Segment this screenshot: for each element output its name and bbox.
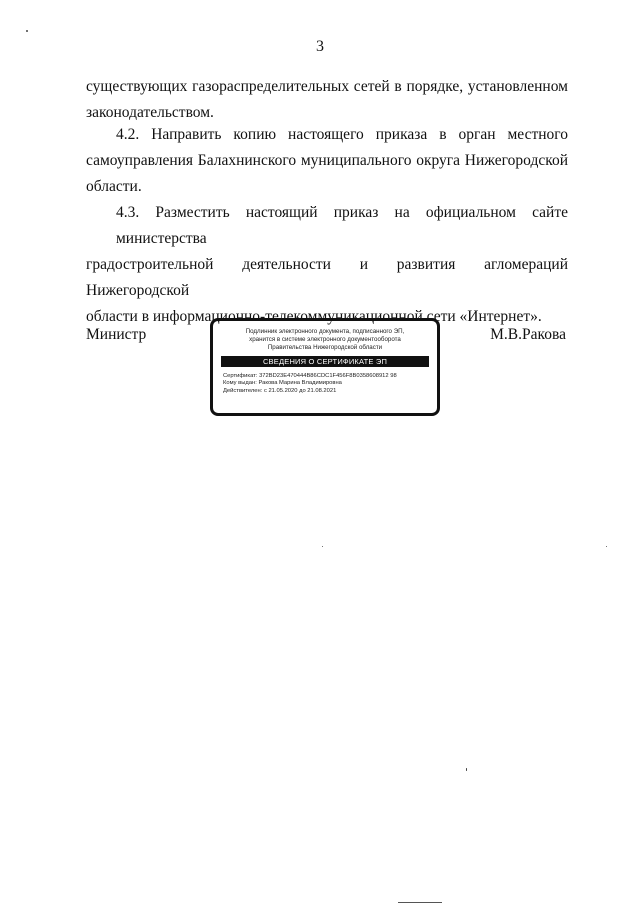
scan-speck [322, 546, 323, 547]
stamp-header-line: хранится в системе электронного документооборота [249, 336, 401, 343]
stamp-header-line: Подлинник электронного документа, подписанного ЭП, [245, 328, 405, 335]
paragraph-line: законодательством. [86, 104, 214, 121]
owner-value: Ракова Марина Владимировна [258, 380, 342, 387]
scan-speck [606, 546, 607, 547]
signer-name: М.В.Ракова [490, 326, 566, 343]
paragraph-line: области. [86, 178, 142, 195]
paragraph-line: градостроительной деятельности и развития агломераций Нижегородской [86, 256, 568, 299]
stamp-certificate-banner: СВЕДЕНИЯ О СЕРТИФИКАТЕ ЭП [221, 356, 429, 367]
electronic-signature-stamp [210, 318, 440, 416]
paragraph-line: 4.3. Разместить настоящий приказ на официальном сайте министерства [116, 204, 568, 247]
stamp-certificate-row [223, 373, 437, 380]
paragraph-line: существующих газораспределительных сетей в порядке, установленном [86, 78, 568, 95]
scan-speck [26, 30, 28, 32]
certificate-label: Сертификат: [223, 373, 258, 379]
stamp-validity-row [223, 388, 437, 395]
scan-speck [466, 768, 467, 771]
paragraph-gas-networks [86, 74, 568, 126]
owner-label: Кому выдан: [223, 380, 257, 387]
paragraph-line: области в информационно-телекоммуникационной сети «Интернет». [86, 308, 542, 325]
paragraph-4-3 [86, 200, 568, 330]
validity-label: Действителен: [223, 387, 263, 394]
validity-value: с 21.05.2020 до 21.08.2021 [263, 387, 337, 394]
page-number: 3 [316, 38, 324, 55]
paragraph-line: 4.2. Направить копию настоящего приказа в орган местного [116, 126, 568, 143]
stamp-header-line: Правительства Нижегородской области [267, 344, 383, 351]
stamp-header [213, 328, 437, 352]
stamp-owner-row [223, 380, 437, 387]
paragraph-4-2 [86, 122, 568, 200]
signer-position: Министр [86, 326, 147, 343]
certificate-value: 372BD23E470444B86CDC1F456F8B0358608912 98 [259, 373, 397, 379]
paragraph-line: самоуправления Балахнинского муниципального округа Нижегородской [86, 152, 568, 169]
bottom-scan-line [398, 902, 442, 903]
stamp-details [223, 373, 437, 395]
